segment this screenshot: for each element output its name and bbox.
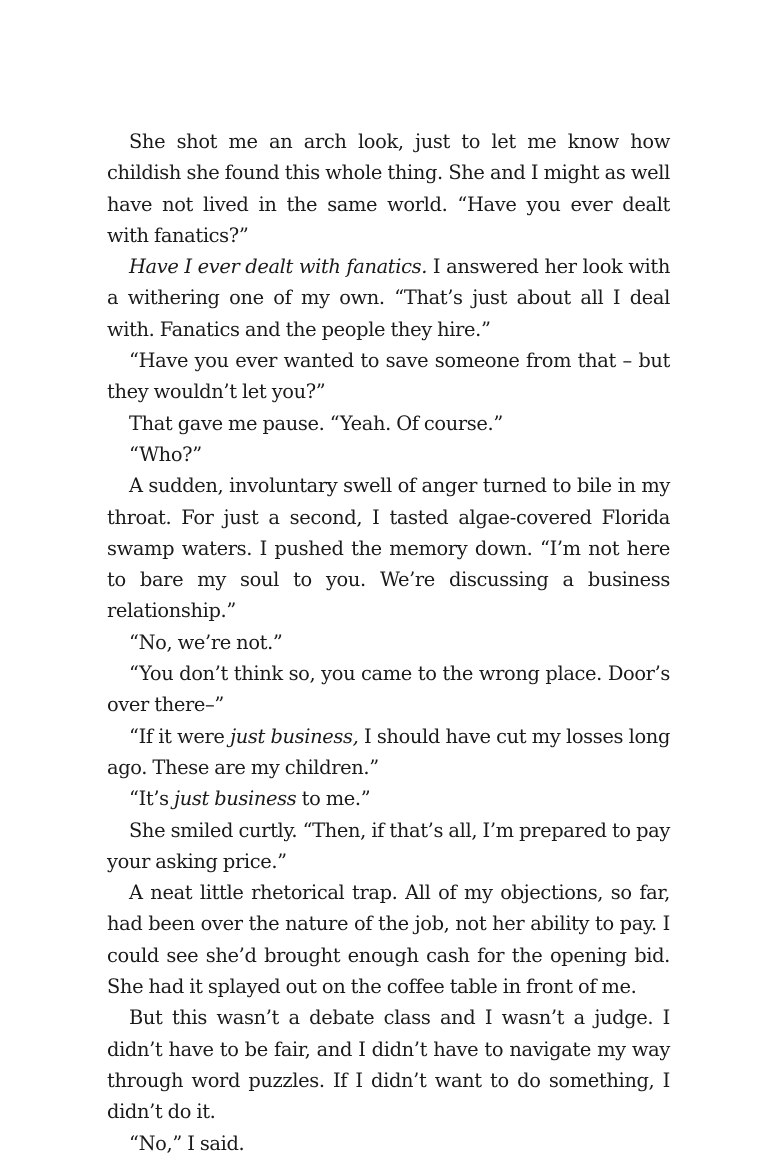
paragraph-2-text: I answered her look with a withering one of my own. “That’s just about all I deal with. Fanatics and the people they hire.” (107, 255, 670, 341)
paragraph-10-text-b: to me.” (296, 787, 371, 811)
paragraph-14 (107, 1128, 670, 1159)
paragraph-9-text-a: “If it were (129, 724, 231, 748)
paragraph-5 (107, 439, 670, 470)
paragraph-10-italic: just business (174, 787, 297, 811)
paragraph-6-text: A sudden, involuntary swell of anger turned to bile in my throat. For just a second, I tasted algae-covered Florida swamp waters. I pushed the memory down. “I’m not here to bare my soul to you. We’re discussing a business relationship.” (107, 474, 670, 623)
paragraph-12-text: A neat little rhetorical trap. All of my objections, so far, had been over the nature of the job, not her ability to pay. I could see she’d brought enough cash for the opening bid. She had it splayed out on the coffee table in front of me. (107, 881, 670, 999)
paragraph-13-text: But this wasn’t a debate class and I wasn’t a judge. I didn’t have to be fair, and I didn’t have to navigate my way through word puzzles. If I didn’t want to do something, I didn’t do it. (107, 1006, 670, 1124)
paragraph-6 (107, 470, 670, 626)
paragraph-11-text: She smiled curtly. “Then, if that’s all, I’m prepared to pay your asking price.” (107, 818, 670, 873)
paragraph-9-text-b: I should have cut my losses long ago. These are my children.” (107, 724, 671, 779)
paragraph-1-text: She shot me an arch look, just to let me know how childish she found this whole thing. She and I might as well have not lived in the same world. “Have you ever dealt with fanatics?” (107, 130, 670, 247)
paragraph-5-text: “Who?” (129, 442, 202, 466)
paragraph-4 (107, 408, 670, 439)
paragraph-9 (107, 721, 670, 784)
paragraph-1 (107, 126, 670, 251)
paragraph-3-text: “Have you ever wanted to save someone from that – but they wouldn’t let you?” (107, 349, 670, 404)
paragraph-4-text: That gave me pause. “Yeah. Of course.” (129, 411, 503, 435)
paragraph-2-italic: Have I ever dealt with fanatics. (129, 255, 428, 279)
paragraph-7 (107, 627, 670, 658)
paragraph-7-text: “No, we’re not.” (129, 630, 283, 654)
paragraph-13 (107, 1002, 670, 1127)
paragraph-9-italic: just business, (230, 724, 359, 748)
paragraph-8-text: “You don’t think so, you came to the wrong place. Door’s over there–” (107, 662, 670, 717)
page-text (107, 126, 670, 1159)
paragraph-12 (107, 877, 670, 1002)
paragraph-8 (107, 658, 670, 721)
paragraph-2 (107, 251, 670, 345)
paragraph-11 (107, 815, 670, 878)
paragraph-10-text-a: “It’s (129, 787, 175, 811)
paragraph-10 (107, 783, 670, 814)
paragraph-3 (107, 345, 670, 408)
paragraph-14-text: “No,” I said. (129, 1131, 245, 1155)
